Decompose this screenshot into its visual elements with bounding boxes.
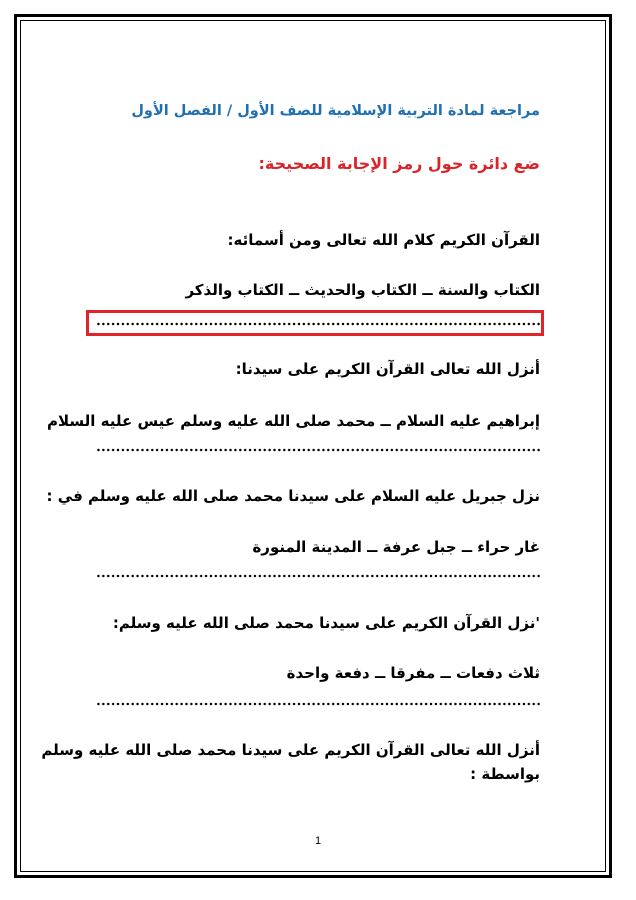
question-2-options: إبراهيم عليه السلام ــ محمد صلى الله عليه وسلم عيس عليه السلام	[47, 412, 540, 430]
question-4-text: 'نزل القرآن الكريم على سيدنا محمد صلى الله عليه وسلم:	[112, 614, 540, 632]
question-5-text-line-2: بواسطة :	[470, 765, 540, 783]
answer-line-1[interactable]	[96, 322, 540, 326]
answer-line-3[interactable]	[96, 574, 540, 578]
question-1-text: القرآن الكريم كلام الله تعالى ومن أسمائه:	[227, 231, 540, 249]
question-2-text: أنزل الله تعالى القرآن الكريم على سيدنا:	[235, 360, 540, 378]
page-number: 1	[314, 835, 322, 847]
answer-line-4[interactable]	[96, 702, 540, 706]
question-3-text: نزل جبريل عليه السلام على سيدنا محمد صلى الله عليه وسلم في :	[46, 487, 540, 505]
page-title: مراجعة لمادة التربية الإسلامية للصف الأول / الفصل الأول	[131, 103, 540, 119]
question-4-options: ثلاث دفعات ــ مفرقا ــ دفعة واحدة	[286, 664, 540, 682]
instruction-text: ضع دائرة حول رمز الإجابة الصحيحة:	[258, 154, 540, 173]
answer-line-2[interactable]	[96, 448, 540, 452]
question-1-options: الكتاب والسنة ــ الكتاب والحديث ــ الكتاب والذكر	[185, 281, 540, 299]
question-3-options: غار حراء ــ جبل عرفة ــ المدينة المنورة	[252, 538, 540, 556]
question-5-text-line-1: أنزل الله تعالى القرآن الكريم على سيدنا محمد صلى الله عليه وسلم	[41, 741, 540, 759]
